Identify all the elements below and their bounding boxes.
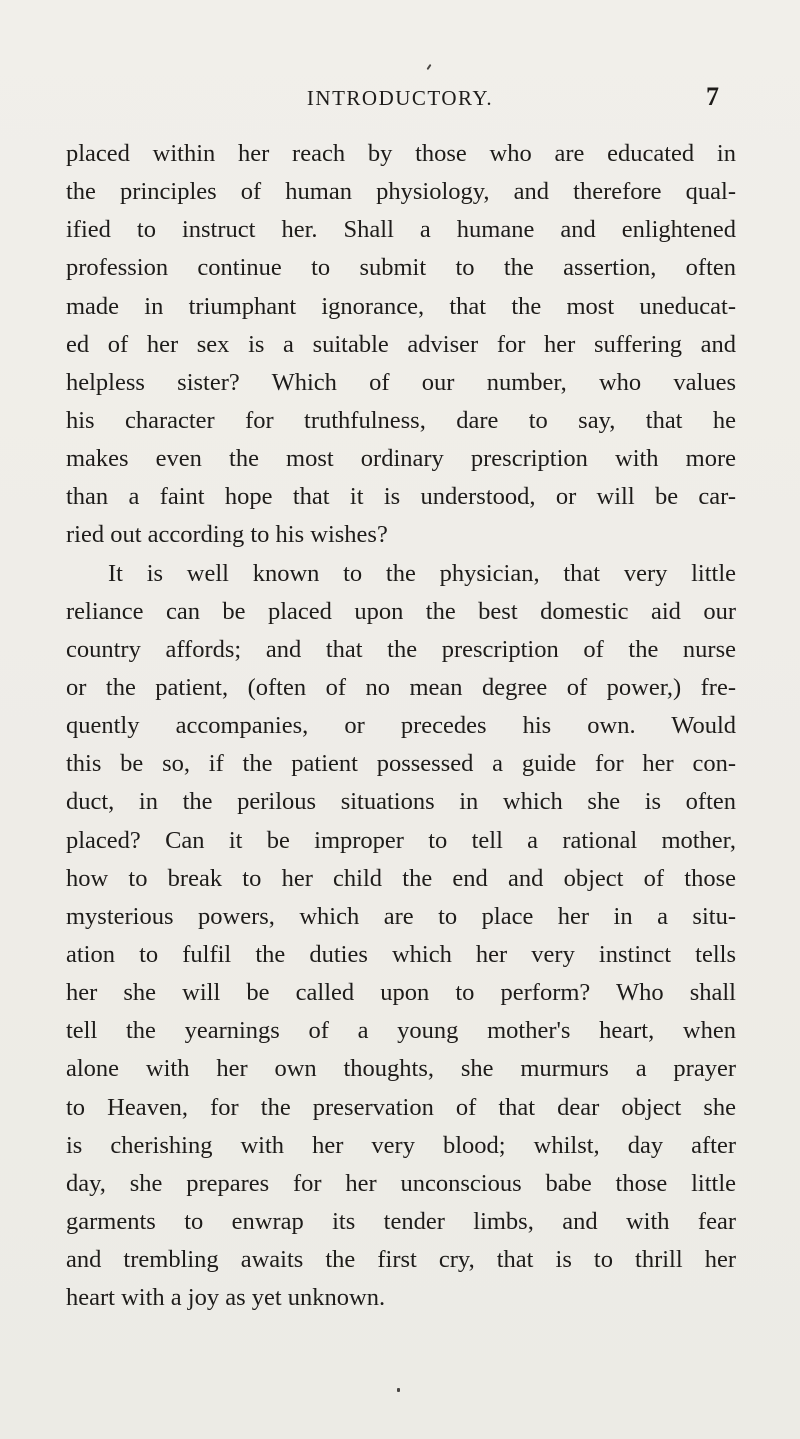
text-line: garments to enwrap its tender limbs, and with fear <box>66 1207 736 1235</box>
text-line: tell the yearnings of a young mother's heart, when <box>66 1017 736 1045</box>
paragraph-end-line: heart with a joy as yet unknown. <box>66 1284 386 1312</box>
text-line: country affords; and that the prescription of the nurse <box>66 635 736 663</box>
page-number: 7 <box>706 82 719 111</box>
text-line: than a faint hope that it is understood, or will be car- <box>66 483 736 511</box>
text-line: placed? Can it be improper to tell a rational mother, <box>66 826 736 854</box>
text-line: his character for truthfulness, dare to say, that he <box>66 406 736 434</box>
text-line: makes even the most ordinary prescription with more <box>66 445 736 473</box>
body-text <box>66 135 736 1317</box>
running-title: INTRODUCTORY. <box>306 86 494 110</box>
text-line: mysterious powers, which are to place her in a situ- <box>66 902 736 930</box>
paragraph-start-line: It is well known to the physician, that very little <box>108 559 736 587</box>
text-line: quently accompanies, or precedes his own. Would <box>66 712 736 740</box>
paper-speck <box>426 64 431 70</box>
text-line: her she will be called upon to perform? Who shall <box>66 979 736 1007</box>
text-line: and trembling awaits the first cry, that is to thrill her <box>66 1246 736 1274</box>
text-line: is cherishing with her very blood; whilst, day after <box>66 1131 736 1159</box>
text-line: reliance can be placed upon the best domestic aid our <box>66 597 736 625</box>
paper-speck <box>397 1388 400 1392</box>
text-line: this be so, if the patient possessed a guide for her con- <box>66 750 736 778</box>
text-line: ation to fulfil the duties which her very instinct tells <box>66 940 736 968</box>
text-line: placed within her reach by those who are educated in <box>66 140 736 167</box>
text-line: duct, in the perilous situations in which she is often <box>66 788 736 816</box>
text-line: ed of her sex is a suitable adviser for her suffering and <box>66 330 736 358</box>
text-line: how to break to her child the end and object of those <box>66 864 736 892</box>
text-line: to Heaven, for the preservation of that dear object she <box>66 1093 736 1121</box>
text-line: the principles of human physiology, and therefore qual- <box>66 178 736 206</box>
text-line: made in triumphant ignorance, that the most uneducat- <box>66 292 736 320</box>
text-line: helpless sister? Which of our number, who values <box>66 368 736 396</box>
text-line: profession continue to submit to the assertion, often <box>66 254 736 282</box>
text-line: or the patient, (often of no mean degree of power,) fre- <box>66 673 736 701</box>
running-head <box>0 82 800 116</box>
text-line: alone with her own thoughts, she murmurs a prayer <box>66 1055 736 1083</box>
paragraph-end-line: ried out according to his wishes? <box>66 521 388 549</box>
text-line: ified to instruct her. Shall a humane and enlightened <box>66 216 736 244</box>
text-line: day, she prepares for her unconscious babe those little <box>66 1169 736 1197</box>
